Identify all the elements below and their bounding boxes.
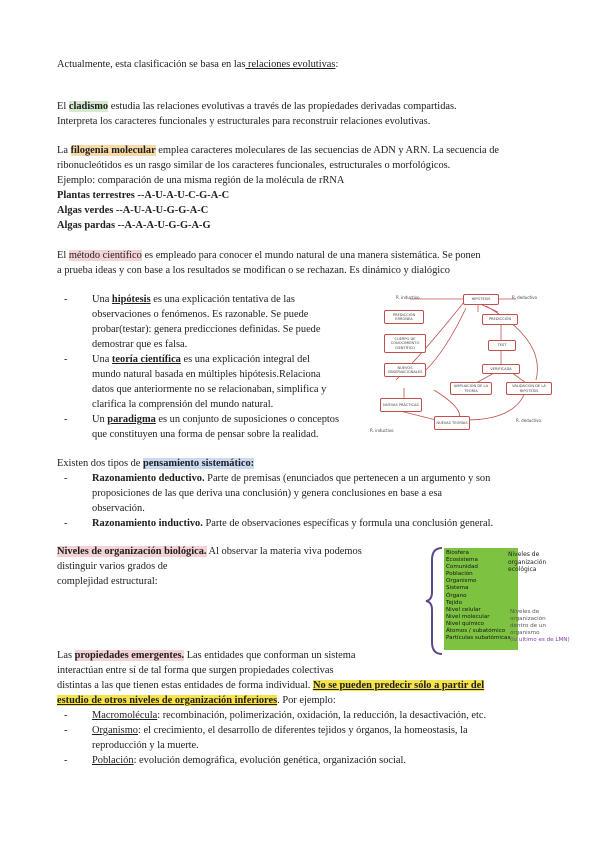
emergentes-post: Las entidades que conforman un sistema: [184, 650, 356, 661]
box-nuevas-teorias: NUEVAS TEORÍAS: [434, 416, 470, 430]
filogenia-line3: Ejemplo: comparación de una misma región de la molécula de rRNA: [57, 175, 345, 186]
filogenia-pre: La: [57, 145, 71, 156]
scientific-method-diagram: [366, 290, 556, 440]
pensamiento-pre: Existen dos tipos de: [57, 458, 144, 469]
macromolecula-term: Macromolécula: [92, 710, 158, 721]
brace-icon: [424, 546, 446, 656]
note-line: organismo: [510, 630, 540, 636]
deductivo-term: Razonamiento deductivo.: [92, 473, 205, 484]
box-validacion: VALIDACIÓN DE LA HIPÓTESIS: [506, 382, 552, 395]
organismo-term: Organismo: [92, 725, 138, 736]
list-item-organismo: [92, 723, 552, 753]
emergentes-post2: . Por ejemplo:: [277, 695, 336, 706]
teoria-line: clarifica la comprensión del mundo natural.: [92, 399, 274, 410]
metodo-term: método científico: [68, 250, 142, 261]
note-line: Niveles de: [510, 609, 540, 615]
metodo-post: es empleado para conocer el mundo natural de una manera sistemática. Se ponen: [141, 250, 481, 261]
level-item: Población: [446, 571, 473, 578]
sequence-algas-pardas: Algas pardas --A-A-A-U-G-G-A-G: [57, 220, 211, 231]
hipotesis-post: es una explicación tentativa de las: [150, 294, 295, 305]
box-prediccion: PREDICCIÓN: [482, 314, 518, 325]
box-nuevos-datos: NUEVOS OBSERVACIONALES: [384, 363, 426, 377]
sequence-plantas: Plantas terrestres --A-U-A-U-C-G-A-C: [57, 190, 230, 201]
teoria-post: es una explicación integral del: [180, 354, 310, 365]
inductivo-text: Parte de observaciones específicas y formula una conclusión general.: [202, 518, 494, 529]
level-item: Nivel celular: [446, 606, 481, 613]
teoria-term: teoría científica: [111, 354, 181, 365]
level-item: Partículas subatómicas: [446, 635, 511, 642]
box-prediccion-erronea: PREDICCIÓN ERRÓNEA: [384, 310, 424, 324]
hipotesis-line: demostrar que es falsa.: [92, 339, 188, 350]
box-test: TEST: [488, 340, 516, 351]
level-item: Nivel químico: [446, 620, 484, 627]
note-link: (lo ultimo es de LMN): [510, 637, 570, 643]
list-item-paradigma: [92, 412, 354, 442]
level-item: Tejido: [446, 599, 462, 606]
emergentes-pre: Las: [57, 650, 75, 661]
filogenia-term: filogenia molecular: [70, 145, 156, 156]
organismo-text: : el crecimiento, el desarrollo de diferentes tejidos y órganos, la homeostasis, la: [138, 725, 468, 736]
label-inductivo: R. inductivo: [396, 295, 420, 300]
organism-note: [510, 609, 570, 644]
level-item: Ecosistema: [446, 557, 478, 564]
cladismo-paragraph: [57, 99, 457, 129]
macromolecula-text: : recombinación, polimerización, oxidación, la reducción, la desactivación, etc.: [157, 710, 487, 721]
metodo-paragraph: [57, 248, 481, 278]
emergentes-line3: distintas a las que tienen estas entidades de forma individual.: [57, 680, 313, 691]
level-item: Sistema: [446, 585, 469, 592]
note-line: dentro de un: [510, 623, 546, 629]
emergentes-paragraph: [57, 648, 547, 708]
intro-paragraph: [57, 57, 338, 72]
filogenia-paragraph: [57, 143, 499, 233]
label-deductivo: R. deductivo: [512, 295, 537, 300]
box-ampliacion: AMPLIACIÓN DE LA TEORÍA: [450, 382, 492, 395]
cladismo-term: cladismo: [68, 101, 109, 112]
level-item: Átomos / subatómico: [446, 628, 506, 635]
cladismo-post: estudia las relaciones evolutivas a través de las propiedades derivadas compartidas.: [108, 101, 457, 112]
note-line: organización: [508, 558, 547, 566]
hipotesis-line: probar(testar): genera predicciones definidas. Se puede: [92, 324, 321, 335]
box-hipotesis: HIPÓTESIS: [463, 294, 499, 305]
niveles-term: Niveles de organización biológica.: [57, 546, 207, 557]
hipotesis-term: hipótesis: [111, 294, 151, 305]
box-nuevas-practicas: NUEVAS PRÁCTICAS: [380, 398, 422, 412]
organismo-line: reproducción y la muerte.: [92, 740, 199, 751]
label-deductivo-bottom: R. deductivo: [516, 418, 541, 423]
label-inductivo-bottom: R. inductivo: [370, 428, 394, 433]
note-line: Niveles de: [508, 551, 540, 558]
inductivo-term: Razonamiento inductivo.: [92, 518, 203, 529]
examples-list: [92, 708, 552, 768]
cladismo-pre: El: [57, 101, 69, 112]
hipotesis-line: observaciones o fenómenos. Es razonable. Se puede: [92, 309, 309, 320]
emergentes-term: propiedades emergentes.: [74, 650, 185, 661]
level-item: Organismo: [446, 578, 477, 585]
organization-levels-box: [444, 548, 518, 650]
pensamiento-heading: [57, 456, 254, 471]
level-item: Comunidad: [446, 564, 478, 571]
niveles-paragraph: [57, 544, 362, 589]
poblacion-text: : evolución demográfica, evolución genética, organización social.: [133, 755, 407, 766]
level-item: Nivel molecular: [446, 613, 490, 620]
teoria-line: datos que anteriormente no se relacionaban, simplifica y: [92, 384, 327, 395]
hipotesis-pre: Una: [92, 294, 112, 305]
sequence-algas-verdes: Algas verdes --A-U-A-U-G-G-A-C: [57, 205, 209, 216]
list-item-inductivo: [92, 516, 552, 531]
level-item: Biosfera: [446, 550, 469, 556]
level-item: Órgano: [446, 592, 467, 599]
teoria-pre: Una: [92, 354, 112, 365]
filogenia-line2: ribonucleótidos es un rasgo similar de los caracteres funcionales, estructurales o morfológicos.: [57, 160, 451, 171]
box-verificada: VERIFICADA: [482, 364, 520, 374]
box-cuerpo-conocimiento: CUERPO DE CONOCIMIENTO CIENTÍFICO: [384, 334, 426, 353]
pensamiento-term: pensamiento sistemático:: [143, 458, 255, 469]
emergentes-highlight-2: estudio de otros niveles de organización inferiores: [57, 695, 278, 706]
teoria-line: mundo natural basada en múltiples hipótesis.Relaciona: [92, 369, 321, 380]
list-item-teoria: [92, 352, 354, 412]
metodo-line2: a prueba ideas y con base a los resultados se modifican o se rechazan. Es dinámico y dialógico: [57, 265, 450, 276]
deductivo-line: observación.: [92, 503, 145, 514]
niveles-line2: distinguir varios grados de: [57, 561, 168, 572]
intro-colon: :: [335, 59, 339, 70]
reasoning-list: [92, 471, 552, 531]
deductivo-text: Parte de premisas (enunciados que pertenecen a un argumento y son: [204, 473, 491, 484]
deductivo-line: proposiciones de las que deriva una conclusión) y genera conclusiones en base a esa: [92, 488, 442, 499]
list-item-hipotesis: [92, 292, 354, 352]
note-line: ecológica: [508, 566, 537, 573]
intro-text: Actualmente, esta clasificación se basa en las: [57, 59, 246, 70]
cladismo-line2: Interpreta los caracteres funcionales y estructurales para reconstruir relaciones evolutivas.: [57, 116, 431, 127]
paradigma-term: paradigma: [107, 414, 156, 425]
poblacion-term: Población: [92, 755, 134, 766]
note-line: organización: [510, 616, 546, 622]
list-item-poblacion: [92, 753, 552, 768]
paradigma-line: que constituyen una forma de pensar sobre la realidad.: [92, 429, 319, 440]
niveles-line3: complejidad estructural:: [57, 576, 158, 587]
emergentes-highlight: No se pueden predecir sólo a partir del: [312, 680, 485, 691]
paradigma-post: es un conjunto de suposiciones o conceptos: [155, 414, 340, 425]
list-item-macromolecula: [92, 708, 552, 723]
niveles-post: Al observar la materia viva podemos: [206, 546, 362, 557]
ecological-note: [508, 551, 546, 574]
evolutive-relations-link[interactable]: relaciones evolutivas: [245, 59, 336, 70]
list-item-deductivo: [92, 471, 552, 516]
metodo-pre: El: [57, 250, 69, 261]
paradigma-pre: Un: [92, 414, 108, 425]
emergentes-line2: interactúan entre sí de tal forma que surgen propiedades colectivas: [57, 665, 334, 676]
method-concepts-list: [92, 292, 354, 442]
filogenia-post: emplea caracteres moleculares de las secuencias de ADN y ARN. La secuencia de: [155, 145, 500, 156]
